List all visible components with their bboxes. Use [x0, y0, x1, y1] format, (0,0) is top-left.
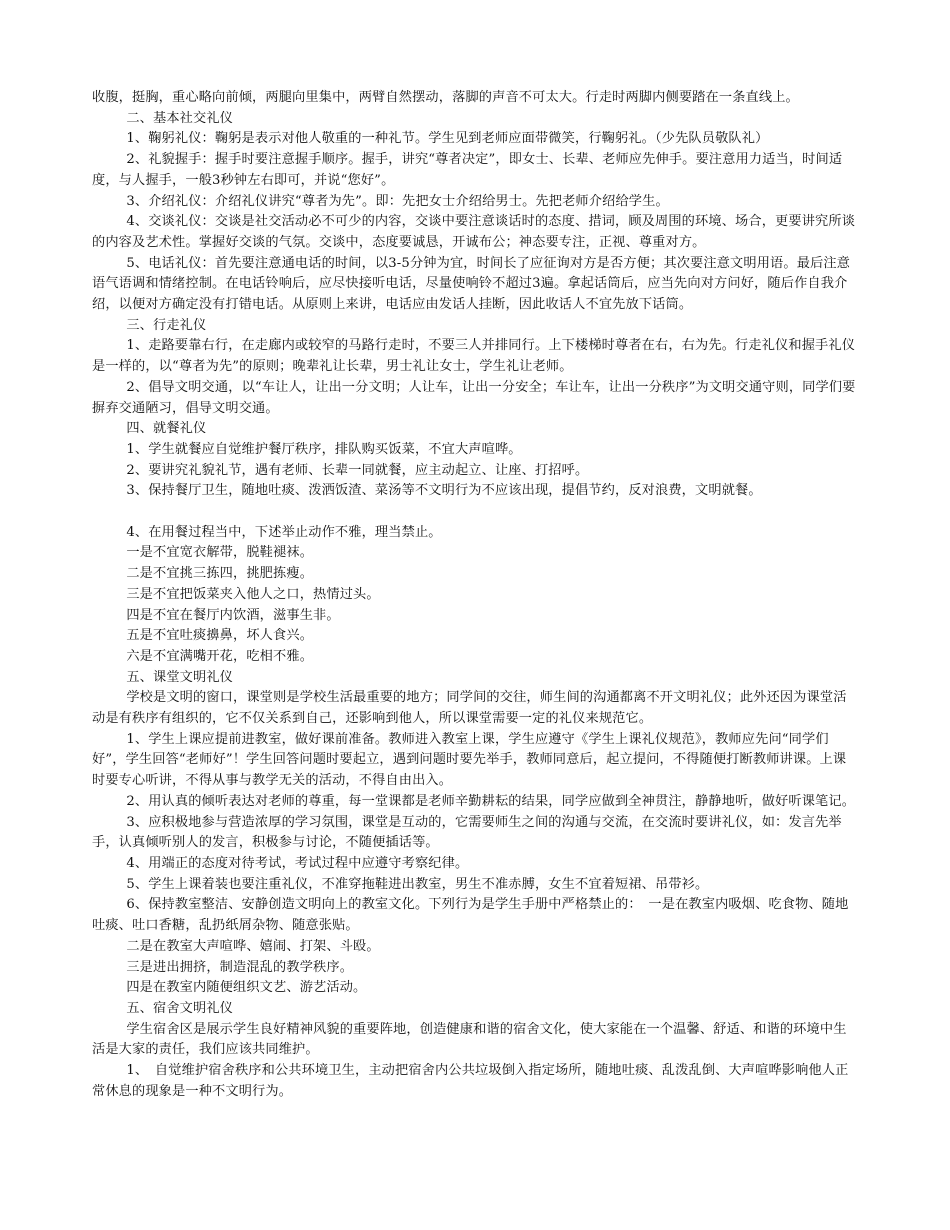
paragraph: 4、交谈礼仪：交谈是社交活动必不可少的内容，交谈中要注意谈话时的态度、措词，顾及周围的环境、场合，更要讲究所谈的内容及艺术性。掌握好交谈的气氛。交谈中，态度要诚恳，开诚布公；神态要专注，正视、尊重对方。 — [92, 214, 856, 250]
paragraph: 3、保持餐厅卫生，随地吐痰、泼洒饭渣、菜汤等不文明行为不应该出现，提倡节约，反对浪费，文明就餐。 — [126, 483, 762, 499]
paragraph: 四、就餐礼仪 — [126, 421, 207, 437]
paragraph: 五、宿舍文明礼仪 — [126, 1000, 234, 1016]
paragraph: 2、用认真的倾听表达对老师的尊重，每一堂课都是老师辛勤耕耘的结果，同学应做到全神贯注，静静地听，做好听课笔记。 — [126, 793, 856, 809]
paragraph: 3、应积极地参与营造浓厚的学习氛围，课堂是互动的，它需要师生之间的沟通与交流，在交流时要讲礼仪，如：发言先举手，认真倾听别人的发言，积极参与讨论，不随便插话等。 — [92, 814, 842, 851]
paragraph: 二是在教室大声喧哗、嬉闹、打架、斗殴。 — [126, 938, 380, 954]
paragraph: 2、礼貌握手：握手时要注意握手顺序。握手，讲究“尊者决定”，即女士、长辈、老师应先伸手。要注意用力适当，时间适度，与人握手，一般3秒钟左右即可，并说“您好”。 — [92, 152, 843, 188]
paragraph: 4、在用餐过程当中，下述举止动作不雅，理当禁止。 — [126, 524, 442, 540]
paragraph: 1、学生上课应提前进教室，做好课前准备。教师进入教室上课，学生应遵守《学生上课礼仪规范》，教师应先问“同学们好”，学生回答“老师好”！学生回答问题时要起立，遇到问题时要先举手，教师同意后，起立提问，不得随便打断教师讲课。上课时要专心听讲，不得从事与教学无关的活动，不得自由出入。 — [92, 731, 847, 789]
blank-line — [92, 502, 858, 523]
paragraph: 1、 自觉维护宿舍秩序和公共环境卫生，主动把宿舍内公共垃圾倒入指定场所，随地吐痰、乱泼乱倒、大声喧哗影响他人正常休息的现象是一种不文明行为。 — [92, 1063, 849, 1099]
paragraph: 三是不宜把饭菜夹入他人之口，热情过头。 — [126, 586, 380, 602]
paragraph: 二、基本社交礼仪 — [126, 110, 234, 126]
paragraph: 收腹，挺胸，重心略向前倾，两腿向里集中，两臂自然摆动，落脚的声音不可太大。行走时两脚内侧要踏在一条直线上。 — [92, 90, 799, 105]
paragraph: 2、要讲究礼貌礼节，遇有老师、长辈一同就餐，应主动起立、让座、打招呼。 — [126, 462, 589, 478]
paragraph: 5、学生上课着装也要注重礼仪，不准穿拖鞋进出教室，男生不准赤膊，女生不宜着短裙、吊带衫。 — [126, 876, 709, 892]
paragraph: 4、用端正的态度对待考试，考试过程中应遵守考察纪律。 — [126, 856, 469, 871]
paragraph: 6、保持教室整洁、安静创造文明向上的教室文化。下列行为是学生手册中严格禁止的： 一是在教室内吸烟、吃食物、随地吐痰、吐口香糖，乱扔纸屑杂物、随意张贴。 — [92, 897, 849, 934]
paragraph: 三、行走礼仪 — [126, 317, 207, 333]
paragraph: 学生宿舍区是展示学生良好精神风貌的重要阵地，创造健康和谐的宿舍文化，使大家能在一个温馨、舒适、和谐的环境中生活是大家的责任，我们应该共同维护。 — [92, 1021, 847, 1058]
paragraph: 1、鞠躬礼仪：鞠躬是表示对他人敬重的一种礼节。学生见到老师应面带微笑，行鞠躬礼。（少先队员敬队礼） — [126, 131, 769, 147]
paragraph: 2、倡导文明交通，以“车让人，让出一分文明；人让车，让出一分安全；车让车，让出一分秩序”为文明交通守则，同学们要摒弃交通陋习，倡导文明交通。 — [92, 379, 856, 416]
paragraph: 1、学生就餐应自觉维护餐厅秩序，排队购买饭菜，不宜大声喧哗。 — [126, 441, 522, 457]
paragraph: 3、介绍礼仪：介绍礼仪讲究“尊者为先”。即：先把女士介绍给男士。先把老师介绍给学生。 — [126, 193, 669, 209]
paragraph: 5、电话礼仪：首先要注意通电话的时间，以3-5分钟为宜，时间长了应征询对方是否方便；其次要注意文明用语。最后注意语气语调和情绪控制。在电话铃响后，应尽快接听电话，尽量使响铃不超过3遍。拿起话筒后，应当先向对方问好，随后作自我介绍，以便对方确定没有打错电话。从原则上来讲，电话应由发话人挂断，因此收话人不宜先放下话筒。 — [92, 255, 851, 313]
paragraph: 六是不宜满嘴开花，吃相不雅。 — [126, 648, 314, 664]
paragraph: 1、走路要靠右行，在走廊内或较窄的马路行走时，不要三人并排同行。上下楼梯时尊者在右，右为先。行走礼仪和握手礼仪是一样的，以“尊者为先”的原则；晚辈礼让长辈，男士礼让女士，学生礼让老师。 — [92, 338, 856, 375]
paragraph: 一是不宜宽衣解带，脱鞋褪袜。 — [126, 545, 314, 561]
paragraph: 二是不宜挑三拣四，挑肥拣瘦。 — [126, 566, 314, 582]
paragraph: 学校是文明的窗口，课堂则是学校生活最重要的地方；同学间的交往，师生间的沟通都离不开文明礼仪；此外还因为课堂活动是有秩序有组织的，它不仅关系到自己，还影响到他人，所以课堂需要一定的礼仪来规范它。 — [92, 690, 847, 727]
paragraph: 四是不宜在餐厅内饮酒，滋事生非。 — [126, 607, 340, 623]
paragraph: 五是不宜吐痰擤鼻，坏人食兴。 — [126, 628, 314, 644]
paragraph: 五、课堂文明礼仪 — [126, 669, 234, 685]
paragraph: 三是进出拥挤，制造混乱的教学秩序。 — [126, 959, 354, 975]
paragraph: 四是在教室内随便组织文艺、游艺活动。 — [126, 980, 367, 996]
